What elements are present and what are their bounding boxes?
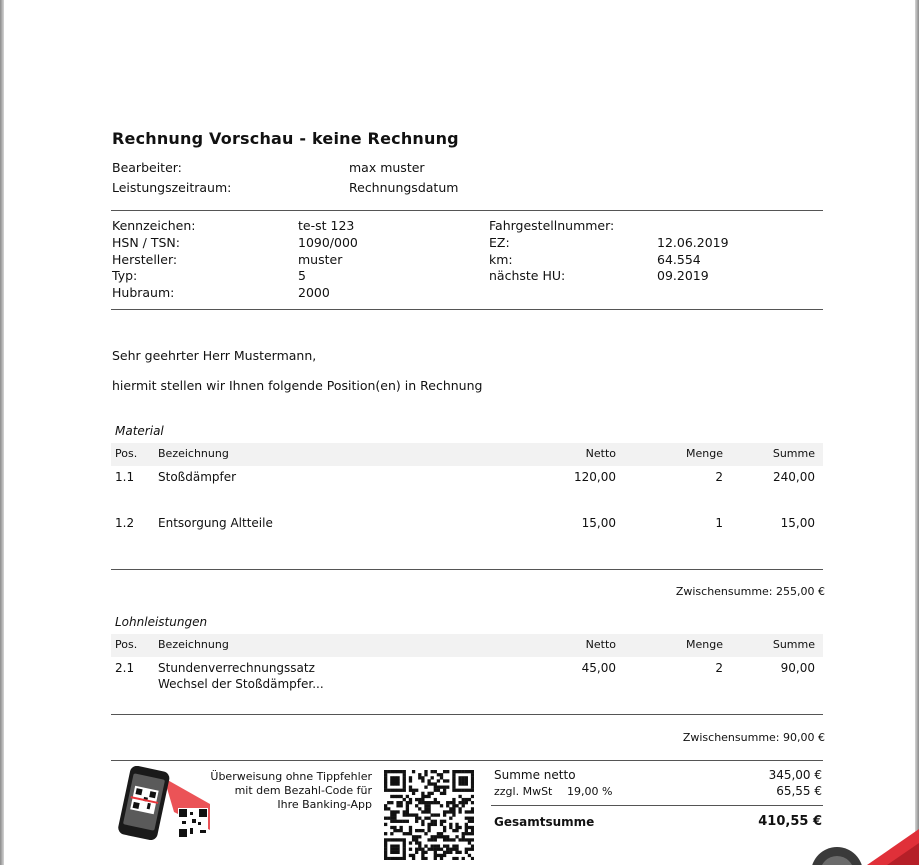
hersteller-label: Hersteller: bbox=[112, 252, 178, 267]
col-summe: Summe bbox=[772, 638, 815, 651]
row-menge: 2 bbox=[715, 661, 723, 675]
netto-label: Summe netto bbox=[494, 768, 576, 782]
row-pos: 1.2 bbox=[115, 516, 135, 530]
divider bbox=[111, 569, 823, 570]
col-bezeichnung: Bezeichnung bbox=[158, 447, 229, 460]
row-pos: 1.1 bbox=[115, 470, 135, 484]
row-pos: 2.1 bbox=[115, 661, 135, 675]
hubraum-value: 2000 bbox=[298, 285, 330, 300]
intro-text: hiermit stellen wir Ihnen folgende Position(en) in Rechnung bbox=[112, 378, 483, 393]
bezahlcode-text-1: Überweisung ohne Tippfehler bbox=[210, 770, 372, 783]
hsn-tsn-label: HSN / TSN: bbox=[112, 235, 180, 250]
row-summe: 240,00 bbox=[773, 470, 815, 484]
naechste-hu-value: 09.2019 bbox=[657, 268, 709, 283]
kennzeichen-value: te-st 123 bbox=[298, 218, 355, 233]
ez-label: EZ: bbox=[489, 235, 510, 250]
leistungszeitraum-label: Leistungszeitraum: bbox=[112, 180, 232, 195]
typ-value: 5 bbox=[298, 268, 306, 283]
fahrgestellnummer-label: Fahrgestellnummer: bbox=[489, 218, 615, 233]
km-label: km: bbox=[489, 252, 513, 267]
row-bezeichnung: Stundenverrechnungssatz bbox=[158, 661, 315, 675]
divider bbox=[111, 760, 823, 761]
lohn-section-title: Lohnleistungen bbox=[115, 615, 208, 629]
material-section-title: Material bbox=[115, 424, 164, 438]
row-beschreibung: Wechsel der Stoßdämpfer... bbox=[158, 677, 324, 691]
col-menge: Menge bbox=[686, 447, 723, 460]
hubraum-label: Hubraum: bbox=[112, 285, 175, 300]
typ-label: Typ: bbox=[112, 268, 138, 283]
salutation: Sehr geehrter Herr Mustermann, bbox=[112, 348, 317, 363]
bearbeiter-value: max muster bbox=[349, 160, 425, 175]
row-bezeichnung: Stoßdämpfer bbox=[158, 470, 237, 484]
col-netto: Netto bbox=[585, 638, 616, 651]
kennzeichen-label: Kennzeichen: bbox=[112, 218, 196, 233]
row-netto: 15,00 bbox=[581, 516, 616, 530]
divider bbox=[111, 210, 823, 211]
ez-value: 12.06.2019 bbox=[657, 235, 729, 250]
right-page-edge bbox=[915, 0, 919, 865]
col-netto: Netto bbox=[585, 447, 616, 460]
hersteller-value: muster bbox=[298, 252, 343, 267]
netto-value: 345,00 € bbox=[768, 768, 822, 782]
qr-code-icon bbox=[384, 770, 474, 860]
mwst-rate: 19,00 % bbox=[567, 785, 613, 798]
bearbeiter-label: Bearbeiter: bbox=[112, 160, 182, 175]
row-bezeichnung: Entsorgung Altteile bbox=[158, 516, 273, 530]
left-page-edge bbox=[0, 0, 4, 865]
km-value: 64.554 bbox=[657, 252, 701, 267]
row-menge: 1 bbox=[715, 516, 723, 530]
mwst-label: zzgl. MwSt bbox=[494, 785, 553, 798]
lohn-subtotal: Zwischensumme: 90,00 € bbox=[682, 731, 825, 744]
mwst-value: 65,55 € bbox=[776, 784, 822, 798]
row-netto: 45,00 bbox=[581, 661, 616, 675]
page-title: Rechnung Vorschau - keine Rechnung bbox=[112, 129, 459, 148]
naechste-hu-label: nächste HU: bbox=[489, 268, 566, 283]
total-value: 410,55 € bbox=[758, 814, 822, 829]
row-summe: 90,00 bbox=[780, 661, 815, 675]
material-subtotal: Zwischensumme: 255,00 € bbox=[675, 585, 825, 598]
col-pos: Pos. bbox=[115, 447, 138, 460]
bezahlcode-text-3: Ihre Banking-App bbox=[277, 798, 372, 811]
divider bbox=[491, 805, 823, 806]
row-netto: 120,00 bbox=[574, 470, 616, 484]
col-menge: Menge bbox=[686, 638, 723, 651]
divider bbox=[111, 714, 823, 715]
corner-decoration bbox=[759, 815, 919, 865]
col-summe: Summe bbox=[772, 447, 815, 460]
row-summe: 15,00 bbox=[780, 516, 815, 530]
leistungszeitraum-value: Rechnungsdatum bbox=[349, 180, 459, 195]
col-bezeichnung: Bezeichnung bbox=[158, 638, 229, 651]
col-pos: Pos. bbox=[115, 638, 138, 651]
row-menge: 2 bbox=[715, 470, 723, 484]
divider bbox=[111, 309, 823, 310]
bezahlcode-text-2: mit dem Bezahl-Code für bbox=[234, 784, 372, 797]
total-label: Gesamtsumme bbox=[494, 815, 595, 829]
hsn-tsn-value: 1090/000 bbox=[298, 235, 358, 250]
